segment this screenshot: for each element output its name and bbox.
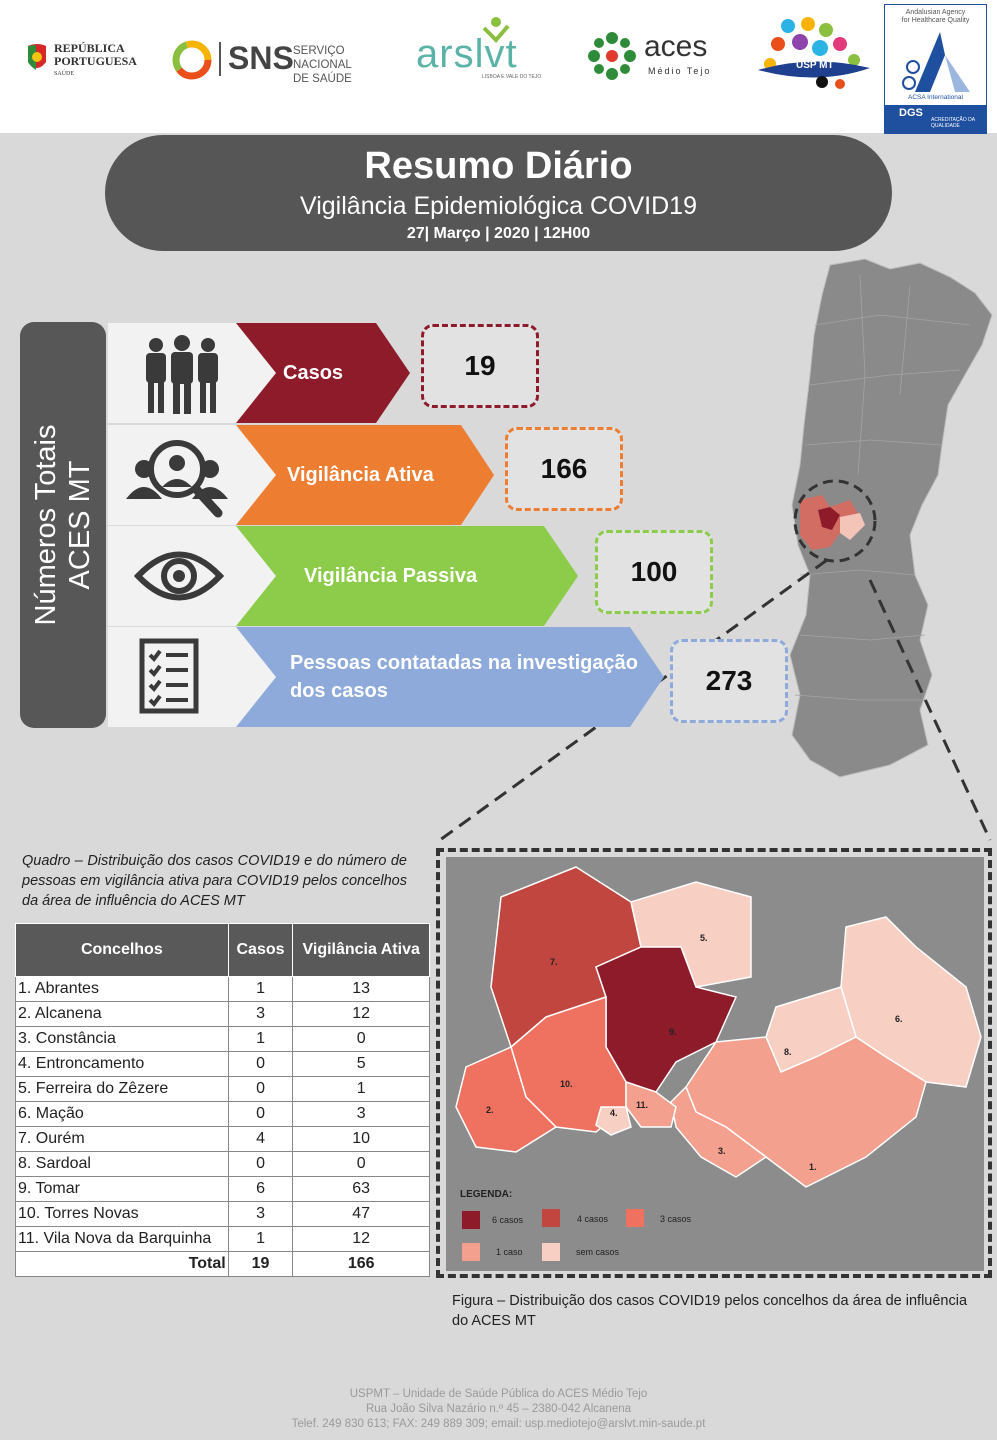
usp-bubbles-icon <box>758 16 873 92</box>
people-icon <box>134 329 234 419</box>
table-row <box>16 1127 430 1152</box>
row-casos: 0 <box>228 1102 293 1127</box>
row-concelho: 4. Entroncamento <box>16 1052 229 1077</box>
table-row <box>16 1002 430 1027</box>
metric-label-casos: Casos <box>283 361 344 384</box>
footer-line3: Telef. 249 830 613; FAX: 249 889 309; email: usp.mediotejo@arslvt.min-saude.pt <box>291 1418 706 1430</box>
republica-logo <box>24 40 144 86</box>
total-label: Total <box>16 1252 229 1277</box>
acsa-line5: ACREDITAÇÃO DA QUALIDADE <box>931 117 975 129</box>
row-casos: 1 <box>228 1227 293 1252</box>
page-subtitle: Vigilância Epidemiológica COVID19 <box>300 192 697 220</box>
col-header-vigilancia: Vigilância Ativa <box>293 924 430 977</box>
row-concelho: 1. Abrantes <box>16 977 229 1002</box>
row-vigilancia: 5 <box>293 1052 430 1077</box>
table-row <box>16 1202 430 1227</box>
republica-emblem-icon <box>24 42 50 76</box>
legend-label-1: 1 caso <box>496 1247 523 1257</box>
sns-ring-icon <box>172 40 212 80</box>
sns-logo <box>172 38 392 85</box>
map-label-9: 9. <box>669 1027 677 1037</box>
legend-label-4: 4 casos <box>577 1214 609 1224</box>
concelhos-table <box>15 923 430 1277</box>
report-date: 27| Março | 2020 | 12H00 <box>406 225 591 242</box>
sns-text: SNS <box>228 40 294 76</box>
row-concelho: 6. Mação <box>16 1102 229 1127</box>
table-row <box>16 1077 430 1102</box>
acsa-line1: Andalusian Agency <box>905 9 966 16</box>
metric-value-pessoas-contatadas: 273 <box>670 639 788 723</box>
total-casos: 19 <box>228 1252 293 1277</box>
legend-swatch-1 <box>462 1243 480 1261</box>
metric-label-pessoas-contatadas: Pessoas contatadas na investigação dos casos <box>290 652 638 702</box>
row-vigilancia: 0 <box>293 1027 430 1052</box>
row-concelho: 10. Torres Novas <box>16 1202 229 1227</box>
row-casos: 0 <box>228 1077 293 1102</box>
republica-line1: REPÚBLICA <box>54 41 125 55</box>
table-row <box>16 1152 430 1177</box>
row-vigilancia: 1 <box>293 1077 430 1102</box>
row-casos: 1 <box>228 1027 293 1052</box>
table-row <box>16 977 430 1002</box>
row-vigilancia: 12 <box>293 1002 430 1027</box>
republica-line3: SAÚDE <box>54 71 75 77</box>
legend-title: LEGENDA: <box>460 1189 513 1200</box>
metric-value-casos: 19 <box>421 324 539 408</box>
aces-logo <box>586 30 721 86</box>
side-label-line1: Números Totais <box>30 424 62 626</box>
row-vigilancia: 12 <box>293 1227 430 1252</box>
figure-caption: Figura – Distribuição dos casos COVID19 pelos concelhos da área de influência do ACES MT <box>452 1293 968 1329</box>
legend-label-3: 3 casos <box>660 1214 692 1224</box>
acsa-dgs: DGS <box>899 107 923 119</box>
aces-sub: Médio Tejo <box>648 66 712 76</box>
acsa-line2: for Healthcare Quality <box>901 17 970 24</box>
map-label-11: 11. <box>636 1100 649 1110</box>
table-total-row <box>16 1252 430 1277</box>
row-vigilancia: 10 <box>293 1127 430 1152</box>
map-label-10: 10. <box>560 1079 573 1089</box>
row-concelho: 7. Ourém <box>16 1127 229 1152</box>
row-casos: 1 <box>228 977 293 1002</box>
map-label-4: 4. <box>610 1108 618 1118</box>
aces-text: aces <box>644 30 708 63</box>
search-people-icon <box>122 429 232 523</box>
legend-swatch-3 <box>626 1209 644 1227</box>
map-label-7: 7. <box>550 957 558 967</box>
arslvt-logo <box>416 16 556 86</box>
acsa-line3: ACSA International <box>908 94 963 101</box>
table-body <box>16 977 430 1277</box>
row-casos: 3 <box>228 1202 293 1227</box>
footer-line2: Rua João Silva Nazário n.º 45 – 2380-042 Alcanena <box>365 1403 632 1415</box>
metric-label-vigilancia-passiva: Vigilância Passiva <box>304 564 478 587</box>
metric-label-vigilancia-ativa: Vigilância Ativa <box>287 463 434 486</box>
row-vigilancia: 3 <box>293 1102 430 1127</box>
map-label-3: 3. <box>718 1146 726 1156</box>
sns-sub-2: DE SAÚDE <box>293 73 352 85</box>
map-label-1: 1. <box>809 1162 817 1172</box>
checklist-icon <box>138 637 208 717</box>
page-title: Resumo Diário <box>364 145 633 187</box>
arslvt-text: arslvt <box>416 32 518 76</box>
row-concelho: 8. Sardoal <box>16 1152 229 1177</box>
arslvt-figure-icon <box>476 16 516 46</box>
row-concelho: 3. Constância <box>16 1027 229 1052</box>
row-vigilancia: 13 <box>293 977 430 1002</box>
legend-label-6: 6 casos <box>492 1215 524 1225</box>
row-concelho: 5. Ferreira do Zêzere <box>16 1077 229 1102</box>
row-casos: 3 <box>228 1002 293 1027</box>
col-header-casos: Casos <box>228 924 293 977</box>
map-label-5: 5. <box>700 933 708 943</box>
logo-bar <box>0 0 997 133</box>
row-vigilancia: 47 <box>293 1202 430 1227</box>
table-row <box>16 1102 430 1127</box>
row-casos: 4 <box>228 1127 293 1152</box>
row-concelho: 2. Alcanena <box>16 1002 229 1027</box>
legend-label-0: sem casos <box>576 1247 620 1257</box>
row-vigilancia: 0 <box>293 1152 430 1177</box>
row-casos: 0 <box>228 1152 293 1177</box>
row-concelho: 11. Vila Nova da Barquinha <box>16 1227 229 1252</box>
map-label-2: 2. <box>486 1105 494 1115</box>
table-row <box>16 1052 430 1077</box>
aces-asterisk-icon <box>586 30 638 82</box>
col-header-concelhos: Concelhos <box>16 924 229 977</box>
table-row <box>16 1177 430 1202</box>
row-casos: 6 <box>228 1177 293 1202</box>
footer <box>0 1387 997 1432</box>
row-vigilancia: 63 <box>293 1177 430 1202</box>
table-row <box>16 1027 430 1052</box>
row-casos: 0 <box>228 1052 293 1077</box>
sns-sub-1: SERVIÇO NACIONAL <box>293 45 352 71</box>
side-label-line2: ACES MT <box>64 460 96 590</box>
arslvt-sub: LISBOA E VALE DO TEJO <box>482 74 542 80</box>
eye-icon <box>134 541 224 611</box>
usp-text: USP MT <box>796 60 834 71</box>
acsa-logo <box>884 4 987 134</box>
metric-value-vigilancia-passiva: 100 <box>595 530 713 614</box>
map-label-8: 8. <box>784 1047 792 1057</box>
legend-swatch-6 <box>462 1211 480 1229</box>
metric-value-vigilancia-ativa: 166 <box>505 427 623 511</box>
row-concelho: 9. Tomar <box>16 1177 229 1202</box>
map-label-6: 6. <box>895 1014 903 1024</box>
total-vigilancia: 166 <box>293 1252 430 1277</box>
republica-line2: PORTUGUESA <box>54 54 137 68</box>
acsa-emblem-icon <box>885 27 986 97</box>
table-caption: Quadro – Distribuição dos casos COVID19 e do número de pessoas em vigilância ativa para COVID19 pelos concelhos da área de influência do ACES MT <box>22 853 407 909</box>
table-row <box>16 1227 430 1252</box>
footer-line1: USPMT – Unidade de Saúde Pública do ACES Médio Tejo <box>349 1388 648 1400</box>
totals-side-label <box>20 322 106 728</box>
usp-logo <box>758 16 873 92</box>
legend-swatch-0 <box>542 1243 560 1261</box>
title-banner <box>105 135 892 251</box>
legend-swatch-4 <box>542 1209 560 1227</box>
district-map <box>446 857 984 1271</box>
